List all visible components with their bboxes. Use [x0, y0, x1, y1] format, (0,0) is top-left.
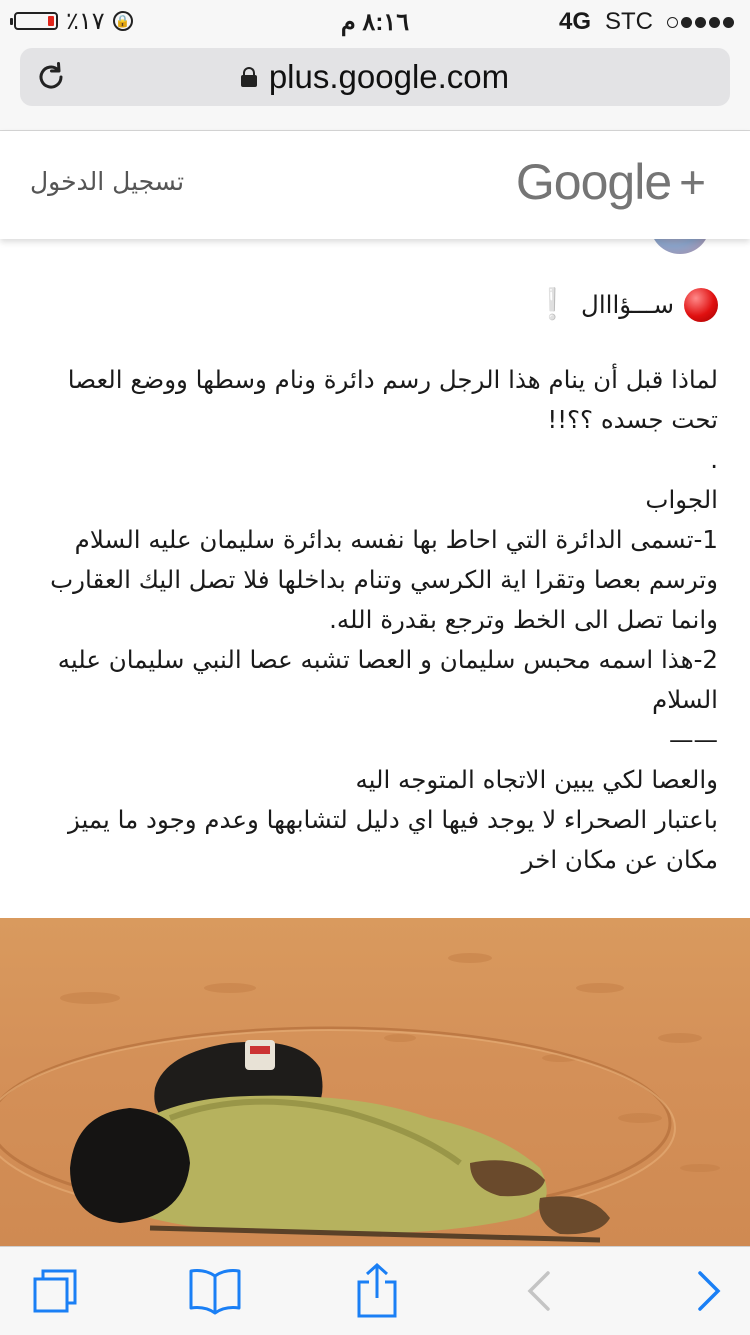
share-button[interactable] [332, 1247, 422, 1335]
share-icon [355, 1262, 399, 1320]
back-button[interactable] [494, 1247, 584, 1335]
bookmarks-button[interactable] [170, 1247, 260, 1335]
status-bar [0, 0, 750, 40]
logo-text: Google [515, 154, 672, 210]
note-1: والعصا لكي يبين الاتجاه المتوجه اليه [355, 765, 718, 794]
exclamation-icon: ❕ [533, 287, 572, 322]
question-title: ســـؤااال [581, 290, 674, 319]
tabs-icon [29, 1265, 81, 1317]
battery-percent: ٪١٧ [66, 7, 105, 35]
browser-chrome [0, 40, 750, 131]
post-photo[interactable] [0, 918, 750, 1248]
browser-toolbar [0, 1246, 750, 1335]
desert-sleeper-image [0, 918, 750, 1248]
dash-line: —— [669, 725, 718, 754]
answer-label: الجواب [645, 485, 718, 514]
network-type: 4G [558, 8, 591, 35]
carrier-name: STC [605, 8, 653, 35]
question-text: لماذا قبل أن ينام هذا الرجل رسم دائرة ونام وسطها ووضع العصا تحت جسده ؟؟!! [67, 365, 718, 434]
signin-link[interactable]: تسجيل الدخول [30, 167, 185, 196]
logo-plus: + [679, 156, 706, 208]
post-body [34, 280, 718, 880]
rotation-lock-icon: 🔒 [113, 11, 133, 31]
tabs-button[interactable] [10, 1247, 100, 1335]
answer-2: 2-هذا اسمه محبس سليمان و العصا تشبه عصا النبي سليمان عليه السلام [57, 645, 718, 714]
forward-button[interactable] [664, 1247, 750, 1335]
question-heading [34, 280, 718, 330]
site-header [0, 131, 750, 239]
answer-1: 1-تسمى الدائرة التي احاط بها نفسه بدائرة سليمان عليه السلام وترسم بعصا وتقرا اية الكرسي وتنام بداخلها فلا تصل اليك العقارب وانما تصل الى الخط وترجع بقدرة الله. [50, 525, 718, 634]
back-icon [524, 1269, 554, 1313]
status-time: ٨:١٦ م [340, 9, 410, 36]
note-2: باعتبار الصحراء لا يوجد فيها اي دليل لتشابهها وعدم وجود ما يميز مكان عن مكان اخر [67, 805, 718, 874]
address-bar[interactable] [20, 48, 730, 106]
dot-line: . [710, 445, 718, 474]
status-right [559, 8, 734, 36]
red-circle-icon [684, 288, 718, 322]
forward-icon [694, 1269, 724, 1313]
signal-icon [667, 17, 734, 28]
url-text[interactable]: plus.google.com [268, 58, 510, 95]
google-plus-logo[interactable] [516, 153, 706, 211]
lock-icon [241, 67, 257, 87]
bookmarks-icon [187, 1266, 243, 1316]
